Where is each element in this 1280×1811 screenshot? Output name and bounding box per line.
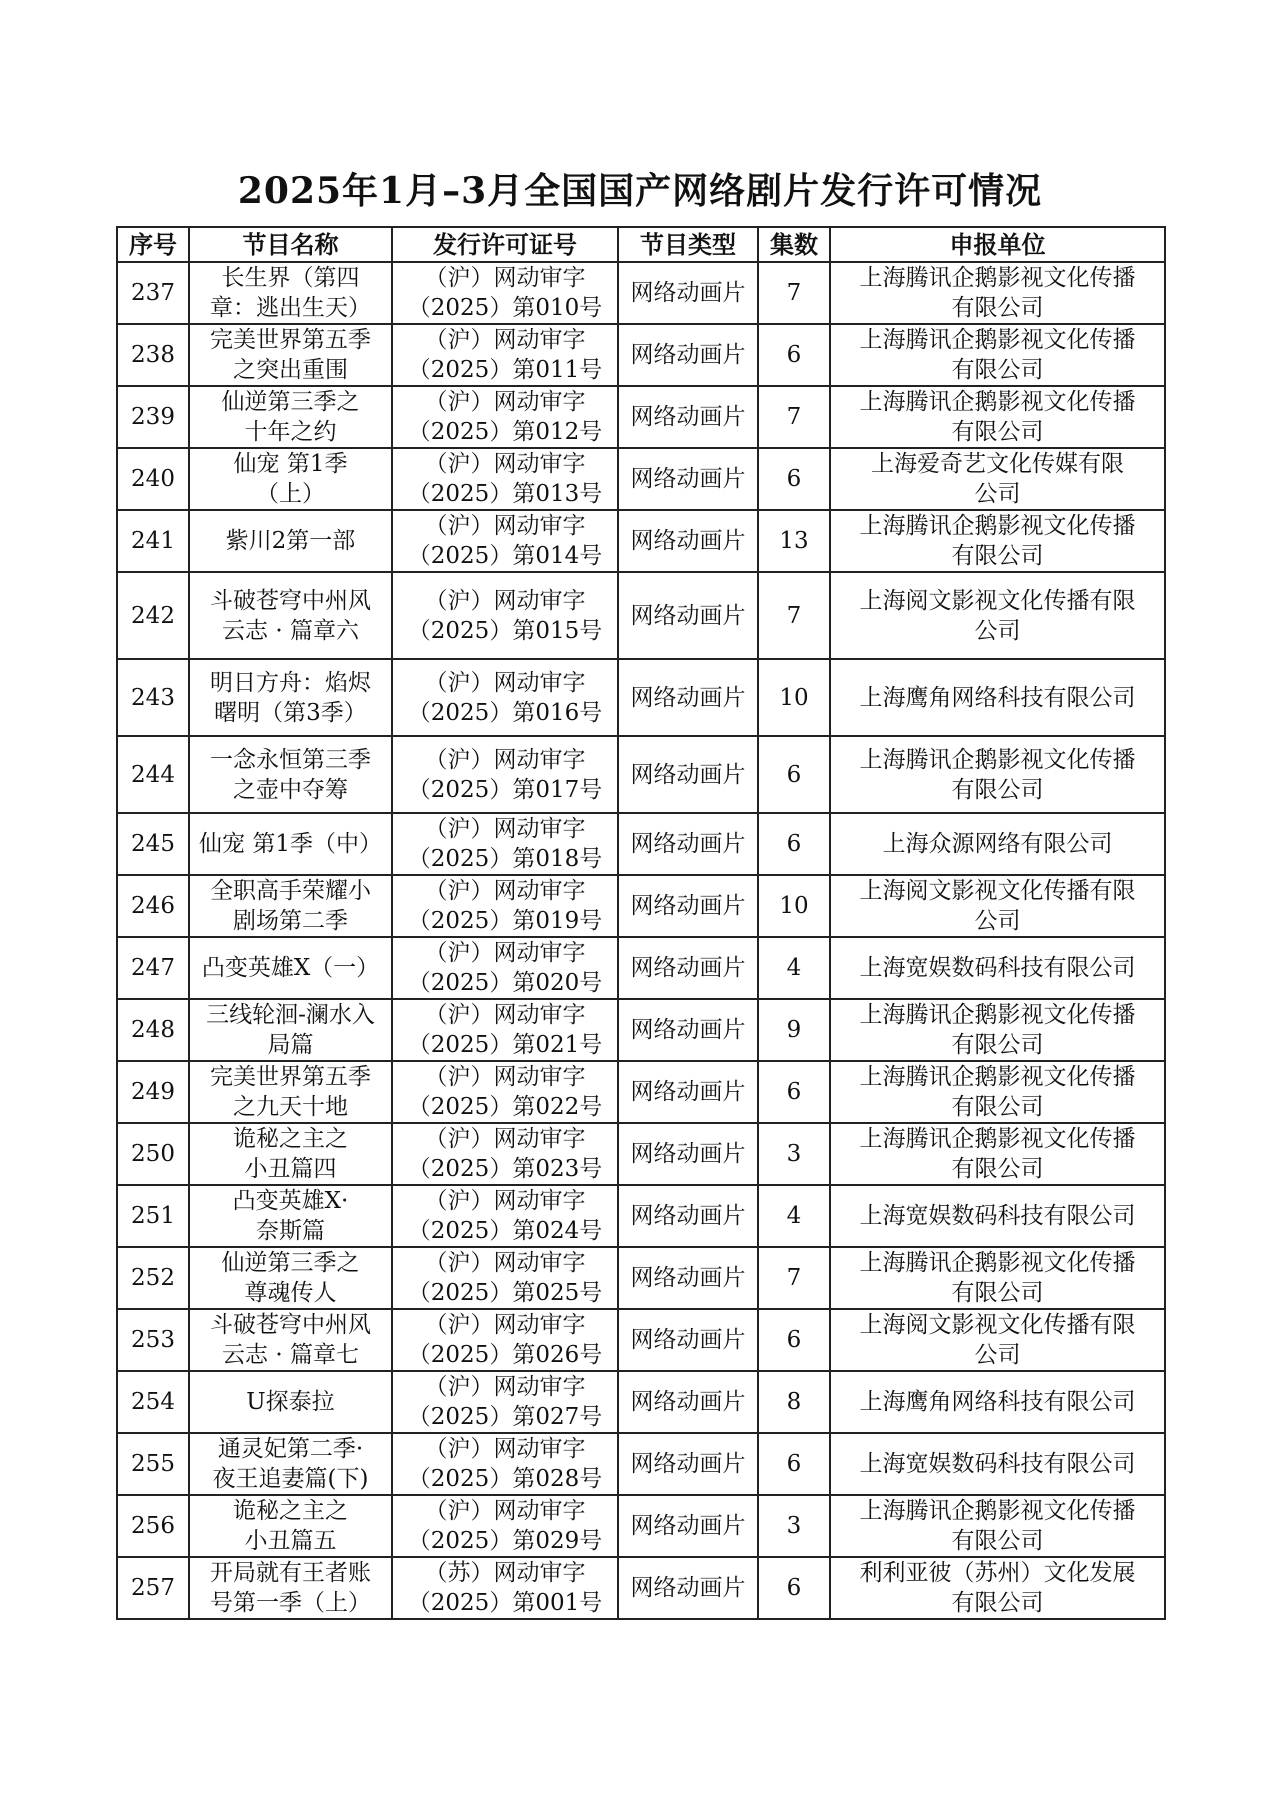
cell-episodes: 7 <box>758 572 830 659</box>
program-name-line: 完美世界第五季 <box>210 1064 371 1090</box>
cell-license-number <box>392 510 618 572</box>
program-name-line: 仙宠 第1季（中） <box>199 831 382 857</box>
cell-applicant-unit <box>830 659 1165 736</box>
cell-index: 251 <box>117 1185 189 1247</box>
cell-episodes: 7 <box>758 262 830 324</box>
license-number-line: （2025）第027号 <box>407 1404 603 1430</box>
license-number-line: （2025）第029号 <box>407 1528 603 1554</box>
program-name-line: 曙明（第3季） <box>214 699 367 726</box>
applicant-unit-line: 上海腾讯企鹅影视文化传播 <box>859 1126 1136 1152</box>
license-number-line: （2025）第028号 <box>407 1466 603 1492</box>
table-row <box>117 937 1165 999</box>
cell-program-type: 网络动画片 <box>618 999 758 1061</box>
cell-program-name <box>189 572 392 659</box>
cell-index: 248 <box>117 999 189 1061</box>
program-name-line: 局篇 <box>267 1032 314 1058</box>
applicant-unit-line: 公司 <box>974 908 1021 934</box>
cell-index: 249 <box>117 1061 189 1123</box>
cell-applicant-unit <box>830 1061 1165 1123</box>
cell-applicant-unit <box>830 937 1165 999</box>
cell-program-name <box>189 386 392 448</box>
license-number-line: （2025）第001号 <box>407 1590 603 1616</box>
program-name-line: 之突出重围 <box>233 357 348 383</box>
cell-index: 250 <box>117 1123 189 1185</box>
applicant-unit-line: 上海腾讯企鹅影视文化传播 <box>859 1498 1136 1524</box>
table-row <box>117 1309 1165 1371</box>
cell-index: 255 <box>117 1433 189 1495</box>
program-name-line: 仙宠 第1季 <box>233 451 348 477</box>
cell-program-type: 网络动画片 <box>618 736 758 813</box>
applicant-unit-line: 有限公司 <box>951 1280 1044 1306</box>
license-number-line: （沪）网动审字 <box>424 1002 586 1028</box>
license-number-line: （2025）第020号 <box>407 970 603 996</box>
license-number-line: （沪）网动审字 <box>424 451 586 477</box>
cell-program-name <box>189 324 392 386</box>
license-number-line: （沪）网动审字 <box>424 1436 586 1462</box>
applicant-unit-line: 上海宽娱数码科技有限公司 <box>859 955 1136 981</box>
applicant-unit-line: 上海腾讯企鹅影视文化传播 <box>859 265 1136 291</box>
cell-applicant-unit <box>830 736 1165 813</box>
cell-program-type: 网络动画片 <box>618 813 758 875</box>
applicant-unit-line: 上海腾讯企鹅影视文化传播 <box>859 1064 1136 1090</box>
cell-program-type: 网络动画片 <box>618 1061 758 1123</box>
cell-license-number <box>392 736 618 813</box>
program-name-line: 剧场第二季 <box>233 908 348 934</box>
cell-program-name <box>189 1557 392 1619</box>
cell-program-type: 网络动画片 <box>618 324 758 386</box>
cell-episodes: 8 <box>758 1371 830 1433</box>
cell-index: 256 <box>117 1495 189 1557</box>
table-row <box>117 1185 1165 1247</box>
table-body <box>117 262 1165 1619</box>
cell-applicant-unit <box>830 1123 1165 1185</box>
program-name-line: （上） <box>256 481 325 507</box>
table-row <box>117 1247 1165 1309</box>
table-row <box>117 1371 1165 1433</box>
license-number-line: （沪）网动审字 <box>424 1374 586 1400</box>
cell-program-type: 网络动画片 <box>618 1495 758 1557</box>
cell-program-name <box>189 659 392 736</box>
table-row <box>117 448 1165 510</box>
table-row <box>117 262 1165 324</box>
cell-applicant-unit <box>830 262 1165 324</box>
header-episodes: 集数 <box>758 227 830 262</box>
cell-applicant-unit <box>830 1185 1165 1247</box>
cell-program-name <box>189 937 392 999</box>
applicant-unit-line: 有限公司 <box>951 1094 1044 1120</box>
cell-applicant-unit <box>830 1247 1165 1309</box>
cell-applicant-unit <box>830 1495 1165 1557</box>
cell-program-name <box>189 999 392 1061</box>
cell-index: 244 <box>117 736 189 813</box>
applicant-unit-line: 利利亚彼（苏州）文化发展 <box>859 1560 1136 1586</box>
license-number-line: （2025）第015号 <box>407 617 603 644</box>
cell-episodes: 6 <box>758 1061 830 1123</box>
license-number-line: （2025）第016号 <box>407 699 603 726</box>
applicant-unit-line: 上海阅文影视文化传播有限 <box>859 1312 1136 1338</box>
cell-applicant-unit <box>830 1557 1165 1619</box>
cell-program-type: 网络动画片 <box>618 659 758 736</box>
cell-program-name <box>189 1309 392 1371</box>
applicant-unit-line: 公司 <box>974 481 1021 507</box>
header-type: 节目类型 <box>618 227 758 262</box>
cell-episodes: 6 <box>758 1557 830 1619</box>
cell-episodes: 6 <box>758 1433 830 1495</box>
license-table <box>116 226 1166 1620</box>
cell-episodes: 7 <box>758 386 830 448</box>
cell-episodes: 3 <box>758 1123 830 1185</box>
cell-program-name <box>189 448 392 510</box>
license-number-line: （沪）网动审字 <box>424 327 586 353</box>
applicant-unit-line: 上海宽娱数码科技有限公司 <box>859 1203 1136 1229</box>
cell-episodes: 3 <box>758 1495 830 1557</box>
cell-program-name <box>189 1061 392 1123</box>
program-name-line: 小丑篇五 <box>244 1528 337 1554</box>
cell-program-name <box>189 1371 392 1433</box>
applicant-unit-line: 上海鹰角网络科技有限公司 <box>859 1389 1136 1415</box>
applicant-unit-line: 有限公司 <box>951 419 1044 445</box>
license-number-line: （2025）第021号 <box>407 1032 603 1058</box>
cell-program-type: 网络动画片 <box>618 1371 758 1433</box>
cell-index: 257 <box>117 1557 189 1619</box>
table-row <box>117 324 1165 386</box>
license-number-line: （2025）第026号 <box>407 1342 603 1368</box>
cell-license-number <box>392 1433 618 1495</box>
license-number-line: （2025）第024号 <box>407 1218 603 1244</box>
cell-license-number <box>392 999 618 1061</box>
cell-license-number <box>392 1247 618 1309</box>
cell-program-name <box>189 813 392 875</box>
applicant-unit-line: 上海腾讯企鹅影视文化传播 <box>859 1002 1136 1028</box>
program-name-line: 云志 · 篇章七 <box>222 1342 359 1368</box>
program-name-line: 奈斯篇 <box>256 1218 325 1244</box>
cell-program-name <box>189 1247 392 1309</box>
cell-applicant-unit <box>830 324 1165 386</box>
applicant-unit-line: 上海阅文影视文化传播有限 <box>859 587 1136 614</box>
cell-license-number <box>392 937 618 999</box>
cell-program-type: 网络动画片 <box>618 262 758 324</box>
program-name-line: 仙逆第三季之 <box>221 389 360 415</box>
header-unit: 申报单位 <box>830 227 1165 262</box>
program-name-line: 完美世界第五季 <box>210 327 371 353</box>
cell-index: 254 <box>117 1371 189 1433</box>
license-number-line: （苏）网动审字 <box>424 1560 586 1586</box>
cell-license-number <box>392 1557 618 1619</box>
program-name-line: 通灵妃第二季· <box>217 1436 364 1462</box>
table-row <box>117 1557 1165 1619</box>
program-name-line: 小丑篇四 <box>244 1156 337 1182</box>
cell-index: 241 <box>117 510 189 572</box>
applicant-unit-line: 上海腾讯企鹅影视文化传播 <box>859 1250 1136 1276</box>
table-row <box>117 510 1165 572</box>
document-title: 2025年1月–3月全国国产网络剧片发行许可情况 <box>237 170 1043 212</box>
cell-index: 242 <box>117 572 189 659</box>
cell-program-type: 网络动画片 <box>618 448 758 510</box>
program-name-line: 紫川2第一部 <box>225 528 356 554</box>
cell-program-type: 网络动画片 <box>618 1185 758 1247</box>
cell-program-type: 网络动画片 <box>618 875 758 937</box>
cell-episodes: 10 <box>758 875 830 937</box>
cell-program-type: 网络动画片 <box>618 1433 758 1495</box>
program-name-line: 云志 · 篇章六 <box>222 617 359 644</box>
cell-index: 253 <box>117 1309 189 1371</box>
license-number-line: （2025）第014号 <box>407 543 603 569</box>
applicant-unit-line: 有限公司 <box>951 776 1044 803</box>
cell-program-name <box>189 262 392 324</box>
cell-program-name <box>189 510 392 572</box>
cell-program-type: 网络动画片 <box>618 1557 758 1619</box>
cell-index: 240 <box>117 448 189 510</box>
program-name-line: 仙逆第三季之 <box>221 1250 360 1276</box>
cell-episodes: 9 <box>758 999 830 1061</box>
applicant-unit-line: 有限公司 <box>951 1156 1044 1182</box>
cell-episodes: 4 <box>758 1185 830 1247</box>
cell-index: 246 <box>117 875 189 937</box>
license-number-line: （2025）第012号 <box>407 419 603 445</box>
cell-program-name <box>189 875 392 937</box>
program-name-line: 全职高手荣耀小 <box>210 878 371 904</box>
program-name-line: U探泰拉 <box>246 1389 335 1415</box>
cell-license-number <box>392 262 618 324</box>
cell-applicant-unit <box>830 448 1165 510</box>
applicant-unit-line: 有限公司 <box>951 1032 1044 1058</box>
license-number-line: （沪）网动审字 <box>424 265 586 291</box>
program-name-line: 章：逃出生天） <box>210 295 371 321</box>
cell-program-name <box>189 1123 392 1185</box>
cell-applicant-unit <box>830 813 1165 875</box>
applicant-unit-line: 上海腾讯企鹅影视文化传播 <box>859 327 1136 353</box>
cell-applicant-unit <box>830 999 1165 1061</box>
cell-license-number <box>392 1371 618 1433</box>
cell-index: 237 <box>117 262 189 324</box>
cell-program-type: 网络动画片 <box>618 572 758 659</box>
license-number-line: （沪）网动审字 <box>424 669 586 696</box>
cell-index: 252 <box>117 1247 189 1309</box>
cell-applicant-unit <box>830 1433 1165 1495</box>
table-row <box>117 875 1165 937</box>
cell-episodes: 10 <box>758 659 830 736</box>
cell-program-type: 网络动画片 <box>618 510 758 572</box>
cell-program-type: 网络动画片 <box>618 1123 758 1185</box>
license-number-line: （沪）网动审字 <box>424 587 586 614</box>
program-name-line: 之壶中夺筹 <box>233 776 348 803</box>
license-number-line: （2025）第011号 <box>407 357 603 383</box>
program-name-line: 斗破苍穹中州风 <box>210 1312 371 1338</box>
cell-applicant-unit <box>830 572 1165 659</box>
cell-program-type: 网络动画片 <box>618 937 758 999</box>
license-number-line: （沪）网动审字 <box>424 1188 586 1214</box>
cell-episodes: 6 <box>758 448 830 510</box>
cell-program-type: 网络动画片 <box>618 1309 758 1371</box>
header-license: 发行许可证号 <box>392 227 618 262</box>
table-header-row <box>117 227 1165 262</box>
cell-license-number <box>392 572 618 659</box>
cell-program-name <box>189 1495 392 1557</box>
table-row <box>117 659 1165 736</box>
cell-program-type: 网络动画片 <box>618 1247 758 1309</box>
license-number-line: （沪）网动审字 <box>424 878 586 904</box>
license-number-line: （2025）第025号 <box>407 1280 603 1306</box>
applicant-unit-line: 上海阅文影视文化传播有限 <box>859 878 1136 904</box>
program-name-line: 明日方舟：焰烬 <box>210 669 371 696</box>
cell-index: 247 <box>117 937 189 999</box>
license-number-line: （沪）网动审字 <box>424 1126 586 1152</box>
table-row <box>117 1495 1165 1557</box>
cell-episodes: 6 <box>758 736 830 813</box>
program-name-line: 尊魂传人 <box>244 1280 337 1306</box>
cell-index: 243 <box>117 659 189 736</box>
program-name-line: 一念永恒第三季 <box>210 746 371 773</box>
license-number-line: （沪）网动审字 <box>424 513 586 539</box>
applicant-unit-line: 上海众源网络有限公司 <box>882 831 1113 857</box>
cell-program-name <box>189 1185 392 1247</box>
cell-applicant-unit <box>830 386 1165 448</box>
applicant-unit-line: 有限公司 <box>951 543 1044 569</box>
cell-episodes: 6 <box>758 1309 830 1371</box>
table-row <box>117 813 1165 875</box>
table-row <box>117 1433 1165 1495</box>
cell-license-number <box>392 448 618 510</box>
cell-license-number <box>392 1123 618 1185</box>
license-number-line: （2025）第010号 <box>407 295 603 321</box>
cell-license-number <box>392 813 618 875</box>
table-row <box>117 386 1165 448</box>
table-row <box>117 572 1165 659</box>
cell-index: 238 <box>117 324 189 386</box>
cell-episodes: 7 <box>758 1247 830 1309</box>
license-number-line: （2025）第018号 <box>407 846 603 872</box>
applicant-unit-line: 有限公司 <box>951 1590 1044 1616</box>
program-name-line: 凸变英雄X（一） <box>201 955 380 981</box>
license-number-line: （2025）第022号 <box>407 1094 603 1120</box>
program-name-line: 斗破苍穹中州风 <box>210 587 371 614</box>
program-name-line: 三线轮洄-澜水入 <box>206 1002 375 1028</box>
header-index: 序号 <box>117 227 189 262</box>
cell-applicant-unit <box>830 875 1165 937</box>
license-number-line: （沪）网动审字 <box>424 1250 586 1276</box>
license-number-line: （沪）网动审字 <box>424 389 586 415</box>
program-name-line: 开局就有王者账 <box>210 1560 371 1586</box>
cell-license-number <box>392 1185 618 1247</box>
program-name-line: 夜王追妻篇(下) <box>212 1466 369 1492</box>
cell-episodes: 6 <box>758 813 830 875</box>
applicant-unit-line: 有限公司 <box>951 1528 1044 1554</box>
program-name-line: 凸变英雄X· <box>232 1188 349 1214</box>
program-name-line: 长生界（第四 <box>221 265 360 291</box>
cell-license-number <box>392 1495 618 1557</box>
applicant-unit-line: 上海爱奇艺文化传媒有限 <box>871 451 1124 477</box>
applicant-unit-line: 有限公司 <box>951 295 1044 321</box>
program-name-line: 诡秘之主之 <box>233 1126 348 1152</box>
cell-applicant-unit <box>830 510 1165 572</box>
cell-episodes: 6 <box>758 324 830 386</box>
cell-applicant-unit <box>830 1371 1165 1433</box>
license-number-line: （沪）网动审字 <box>424 1312 586 1338</box>
license-number-line: （沪）网动审字 <box>424 746 586 773</box>
license-number-line: （2025）第023号 <box>407 1156 603 1182</box>
cell-license-number <box>392 1061 618 1123</box>
table-row <box>117 736 1165 813</box>
cell-index: 239 <box>117 386 189 448</box>
applicant-unit-line: 上海腾讯企鹅影视文化传播 <box>859 513 1136 539</box>
license-number-line: （2025）第019号 <box>407 908 603 934</box>
table-row <box>117 1061 1165 1123</box>
cell-episodes: 4 <box>758 937 830 999</box>
license-number-line: （沪）网动审字 <box>424 940 586 966</box>
cell-license-number <box>392 324 618 386</box>
cell-license-number <box>392 875 618 937</box>
applicant-unit-line: 上海腾讯企鹅影视文化传播 <box>859 746 1136 773</box>
cell-license-number <box>392 1309 618 1371</box>
cell-program-type: 网络动画片 <box>618 386 758 448</box>
license-number-line: （沪）网动审字 <box>424 1498 586 1524</box>
cell-applicant-unit <box>830 1309 1165 1371</box>
applicant-unit-line: 上海鹰角网络科技有限公司 <box>859 684 1136 711</box>
applicant-unit-line: 上海腾讯企鹅影视文化传播 <box>859 389 1136 415</box>
applicant-unit-line: 公司 <box>974 1342 1021 1368</box>
table-row <box>117 999 1165 1061</box>
applicant-unit-line: 有限公司 <box>951 357 1044 383</box>
cell-program-name <box>189 1433 392 1495</box>
cell-license-number <box>392 659 618 736</box>
license-number-line: （沪）网动审字 <box>424 816 586 842</box>
program-name-line: 之九天十地 <box>233 1094 348 1120</box>
license-number-line: （2025）第013号 <box>407 481 603 507</box>
cell-program-name <box>189 736 392 813</box>
license-number-line: （沪）网动审字 <box>424 1064 586 1090</box>
header-name: 节目名称 <box>189 227 392 262</box>
license-number-line: （2025）第017号 <box>407 776 603 803</box>
program-name-line: 十年之约 <box>244 419 337 445</box>
cell-license-number <box>392 386 618 448</box>
applicant-unit-line: 上海宽娱数码科技有限公司 <box>859 1451 1136 1477</box>
cell-episodes: 13 <box>758 510 830 572</box>
program-name-line: 诡秘之主之 <box>233 1498 348 1524</box>
applicant-unit-line: 公司 <box>974 617 1021 644</box>
program-name-line: 号第一季（上） <box>210 1590 371 1616</box>
cell-index: 245 <box>117 813 189 875</box>
table-row <box>117 1123 1165 1185</box>
